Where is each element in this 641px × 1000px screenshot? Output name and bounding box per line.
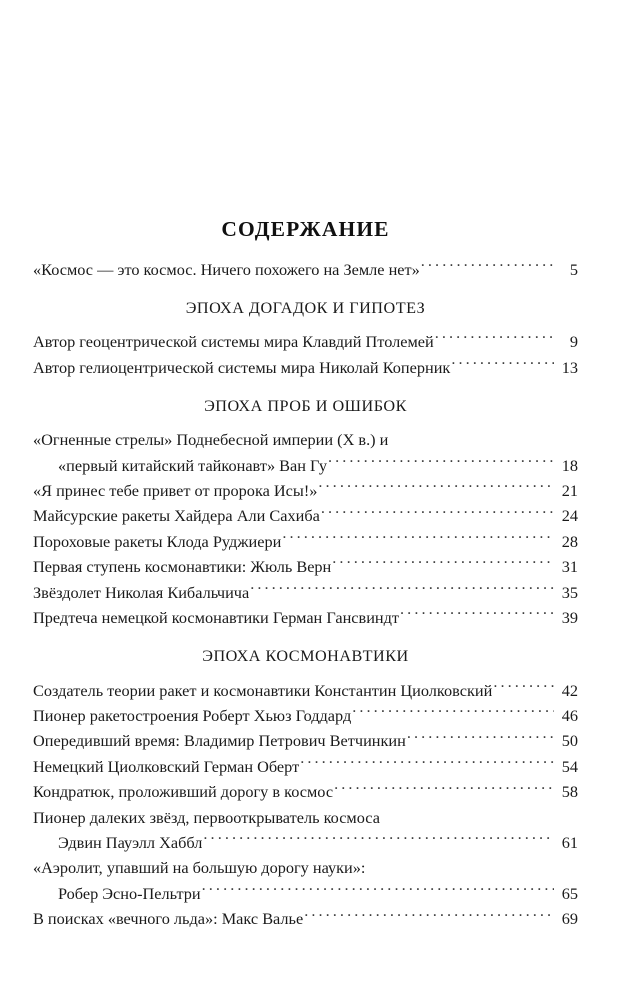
toc-section-entries	[33, 329, 578, 380]
toc-leader-dots	[318, 480, 554, 496]
toc-leader-dots	[282, 530, 554, 546]
toc-entry[interactable]	[33, 906, 578, 931]
toc-entry-page-number: 18	[561, 455, 578, 475]
toc-entry[interactable]	[33, 257, 578, 282]
toc-section-entries	[33, 678, 578, 932]
toc-leader-dots	[435, 331, 554, 347]
toc-entry-title: «первый китайский тайконавт» Ван Гу	[58, 455, 327, 475]
toc-entry[interactable]	[33, 605, 578, 630]
toc-entry-page-number: 9	[569, 332, 578, 352]
page-title: СОДЕРЖАНИЕ	[221, 217, 390, 241]
toc-entry-page-number: 39	[561, 607, 578, 627]
toc-entry[interactable]	[33, 427, 578, 452]
spacer	[33, 414, 578, 427]
toc-leader-dots	[321, 505, 554, 521]
toc-entry-page-number: 65	[561, 883, 578, 903]
toc-entry[interactable]	[33, 678, 578, 703]
toc-entry-title: «Космос — это космос. Ничего похожего на Земле нет»	[33, 259, 420, 279]
toc-entry-title: Пороховые ракеты Клода Руджиери	[33, 531, 282, 551]
toc-leader-dots	[203, 832, 554, 848]
toc-entry[interactable]	[33, 580, 578, 605]
toc-entry[interactable]	[33, 855, 578, 880]
toc-entry[interactable]	[33, 355, 578, 380]
toc-entry-page-number: 61	[561, 833, 578, 853]
toc-entry-title: Автор гелиоцентрической системы мира Николай Коперник	[33, 357, 451, 377]
toc-entry-title: «Я принес тебе привет от пророка Исы!»	[33, 480, 318, 500]
toc-leader-dots	[300, 756, 554, 772]
toc-entry-page-number: 5	[569, 259, 578, 279]
toc-entry[interactable]	[33, 529, 578, 554]
toc-entry-title: Звёздолет Николая Кибальчича	[33, 582, 250, 602]
toc-entry-page-number: 35	[561, 582, 578, 602]
toc-entry-title: Майсурские ракеты Хайдера Али Сахиба	[33, 506, 320, 526]
toc-section-heading: ЭПОХА ДОГАДОК И ГИПОТЕЗ	[185, 298, 426, 317]
toc-entry-title: Робер Эсно-Пельтри	[58, 883, 201, 903]
spacer	[33, 630, 578, 648]
toc-section-entries	[33, 427, 578, 630]
toc-entry-title: Создатель теории ракет и космонавтики Константин Циолковский	[33, 680, 493, 700]
toc-entry[interactable]	[33, 881, 578, 906]
toc-entry-title: Предтеча немецкой космонавтики Герман Гансвиндт	[33, 607, 400, 627]
toc-entry[interactable]	[33, 703, 578, 728]
toc-entry[interactable]	[33, 453, 578, 478]
toc-entry-title: «Огненные стрелы» Поднебесной империи (X в.) и	[33, 430, 389, 450]
toc-entry-page-number: 69	[561, 909, 578, 929]
toc-entry-page-number: 31	[561, 557, 578, 577]
toc-leader-dots	[421, 258, 554, 274]
spacer	[33, 316, 578, 329]
toc-leader-dots	[407, 730, 554, 746]
toc-entry-page-number: 42	[561, 680, 578, 700]
toc-leader-dots	[334, 781, 554, 797]
toc-entry-page-number: 46	[561, 705, 578, 725]
toc-entry-title: Кондратюк, проложивший дорогу в космос	[33, 782, 334, 802]
toc-leader-dots	[400, 607, 554, 623]
toc-entry[interactable]	[33, 805, 578, 830]
toc-entry[interactable]	[33, 329, 578, 354]
toc-entry-title: Эдвин Пауэлл Хаббл	[58, 833, 203, 853]
toc-entry[interactable]	[33, 779, 578, 804]
toc-entry-page-number: 50	[561, 731, 578, 751]
toc-entry[interactable]	[33, 503, 578, 528]
spacer	[33, 665, 578, 678]
toc-entry-title: В поисках «вечного льда»: Макс Валье	[33, 909, 304, 929]
toc-leader-dots	[451, 356, 554, 372]
toc-entry-title: Немецкий Циолковский Герман Оберт	[33, 756, 300, 776]
toc-entry-page-number: 58	[561, 782, 578, 802]
toc-entry-page-number: 24	[561, 506, 578, 526]
toc-entry-title: «Аэролит, упавший на большую дорогу науки»:	[33, 858, 366, 878]
toc-entry[interactable]	[33, 554, 578, 579]
toc-entry-page-number: 28	[561, 531, 578, 551]
toc-leader-dots	[304, 908, 554, 924]
spacer	[33, 282, 578, 300]
toc-entry-page-number: 21	[561, 480, 578, 500]
spacer	[33, 241, 578, 257]
toc-section-heading: ЭПОХА КОСМОНАВТИКИ	[202, 647, 409, 666]
toc-leader-dots	[328, 454, 554, 470]
toc-leader-dots	[493, 679, 554, 695]
toc-entry-title: Первая ступень космонавтики: Жюль Верн	[33, 557, 332, 577]
toc-section-heading: ЭПОХА ПРОБ И ОШИБОК	[204, 396, 407, 415]
toc-entry[interactable]	[33, 478, 578, 503]
toc-leader-dots	[250, 581, 554, 597]
toc-entry-page-number: 54	[561, 756, 578, 776]
toc-entry[interactable]	[33, 728, 578, 753]
toc-leader-dots	[202, 883, 554, 899]
toc-leader-dots	[332, 556, 554, 572]
toc-entry-title: Пионер ракетостроения Роберт Хьюз Годдард	[33, 705, 352, 725]
toc-leader-dots	[352, 705, 554, 721]
toc-sections	[33, 282, 578, 932]
toc-entry-title: Пионер далеких звёзд, первооткрыватель космоса	[33, 807, 380, 827]
toc-entry[interactable]	[33, 754, 578, 779]
toc-entry-title: Автор геоцентрической системы мира Клавдий Птолемей	[33, 332, 434, 352]
toc-entry-page-number: 13	[561, 357, 578, 377]
toc-entry-title: Опередивший время: Владимир Петрович Ветчинкин	[33, 731, 406, 751]
toc-entry[interactable]	[33, 830, 578, 855]
toc-intro-entries	[33, 257, 578, 282]
spacer	[33, 380, 578, 398]
